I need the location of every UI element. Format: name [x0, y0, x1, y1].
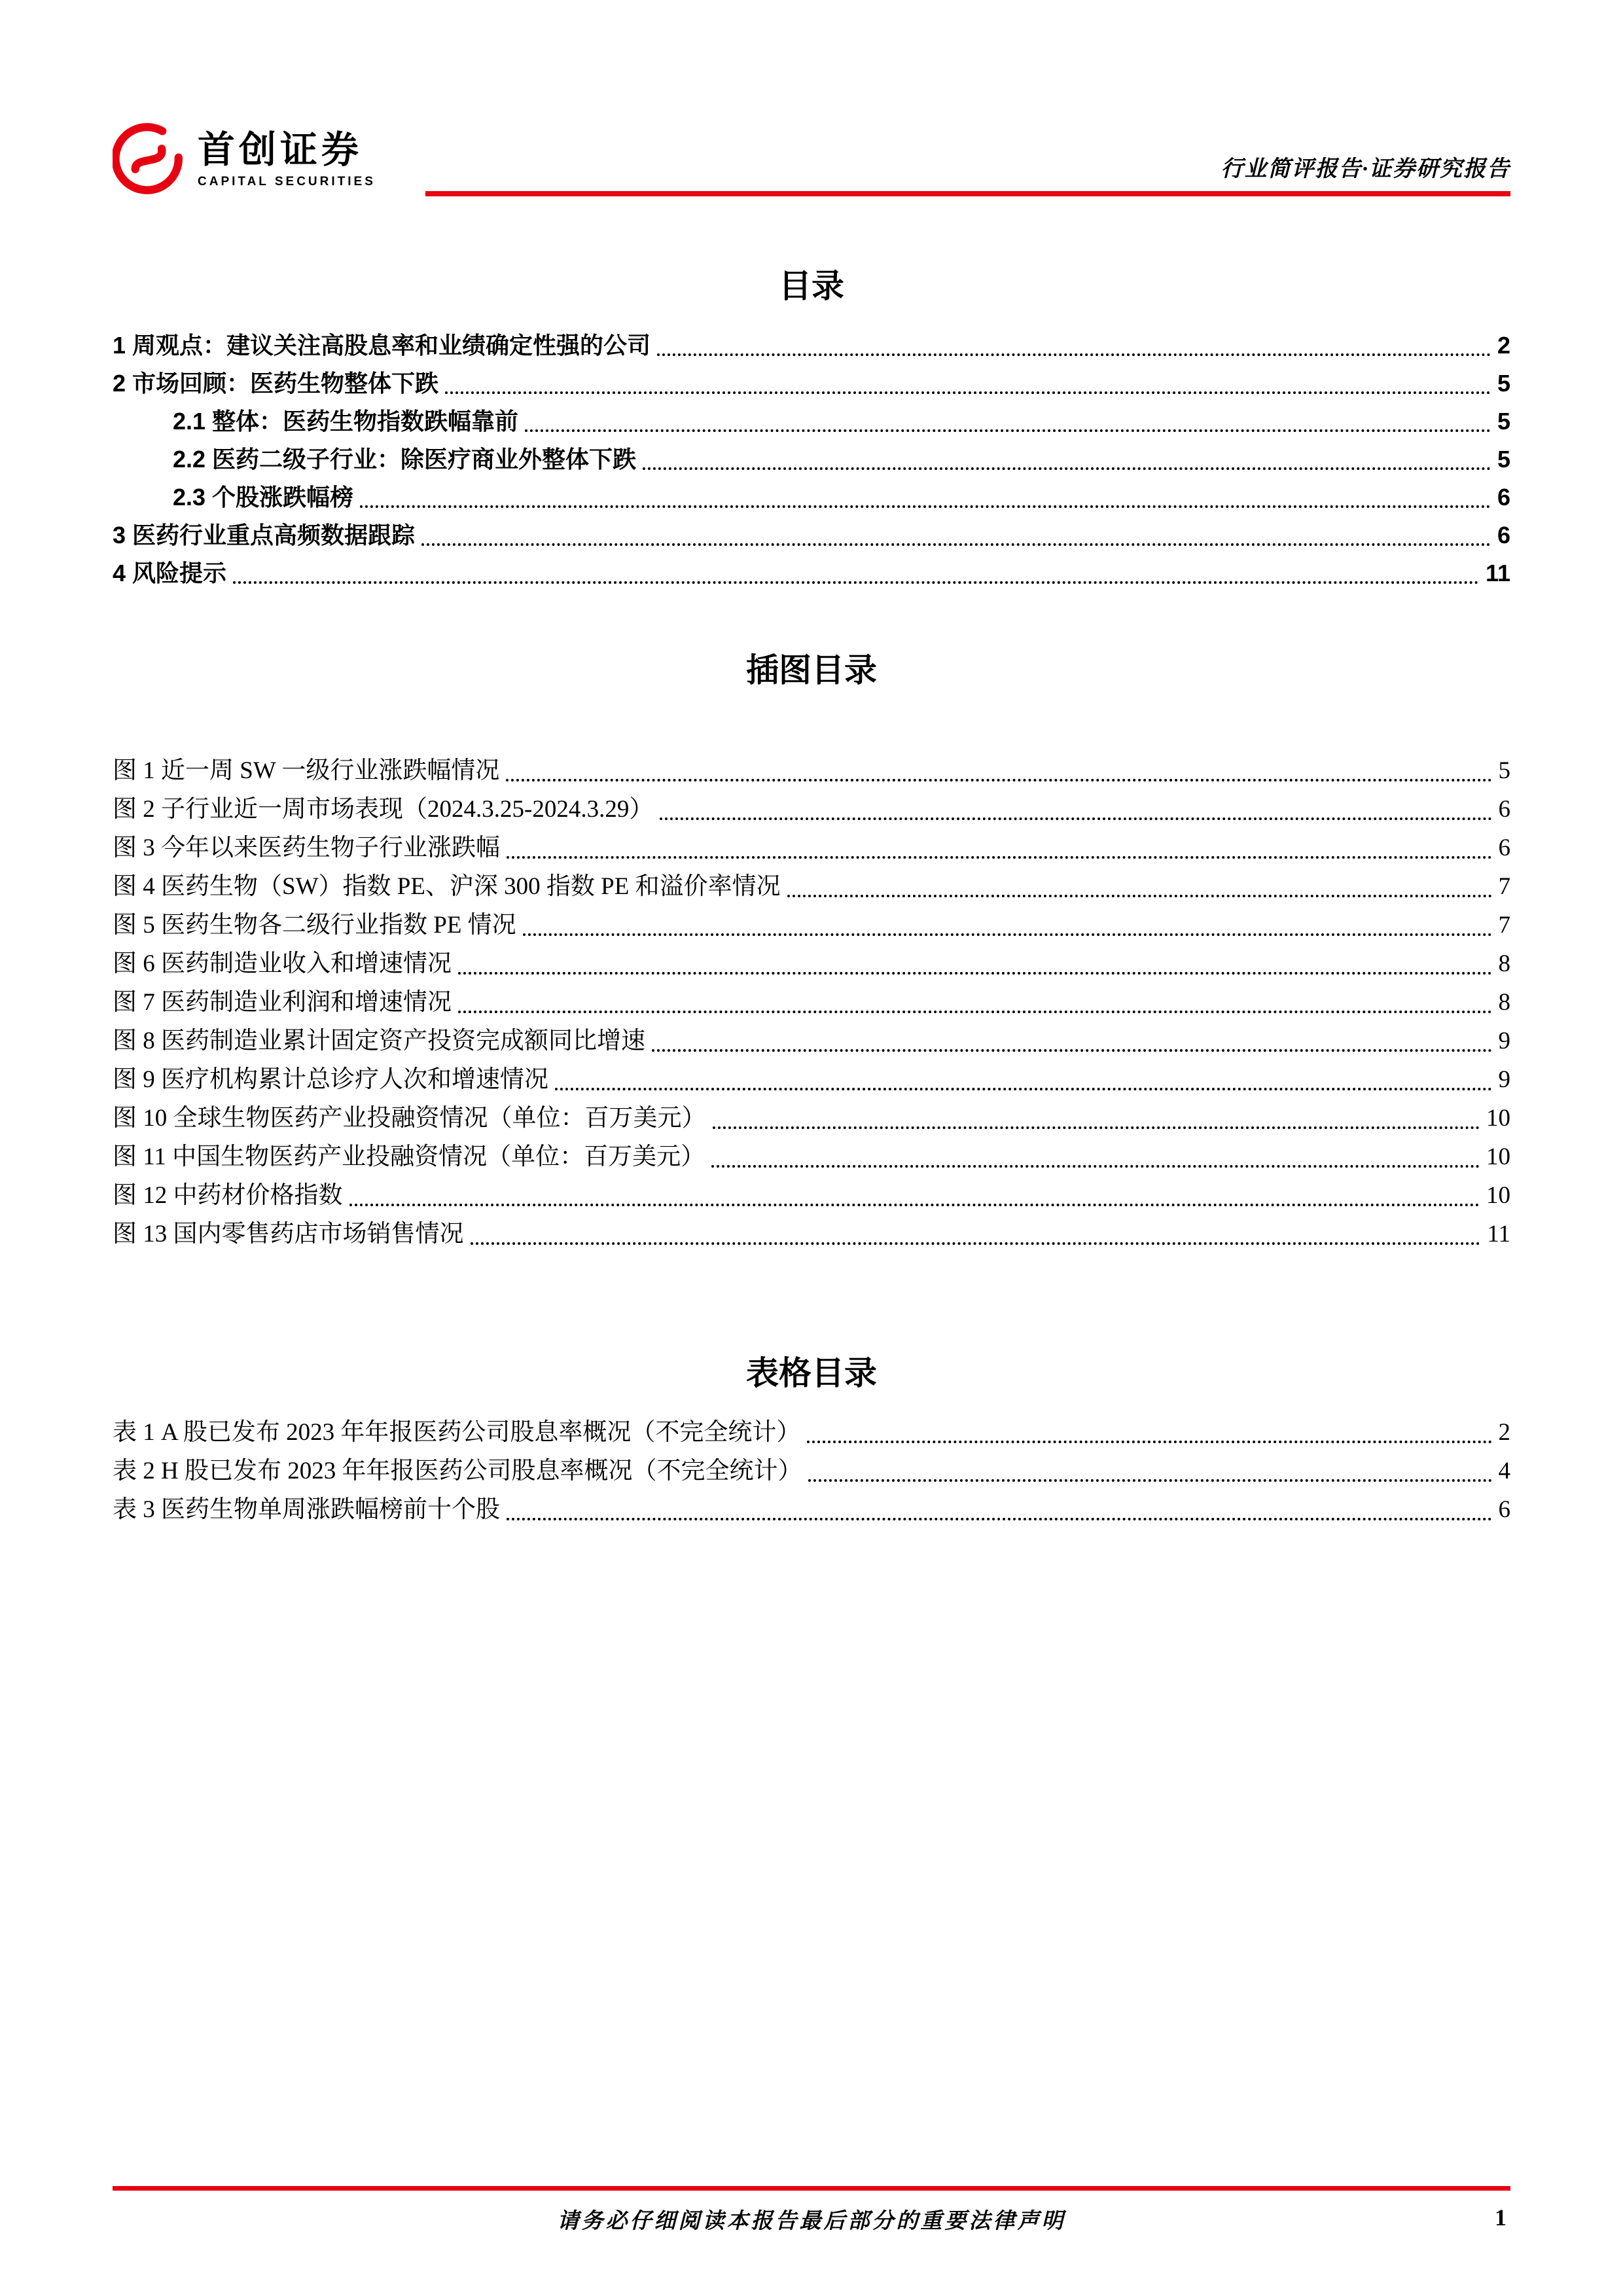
dot-leader: [471, 1242, 1481, 1245]
dot-leader: [523, 933, 1492, 936]
table-item-page: 4: [1498, 1458, 1510, 1484]
footer-disclaimer: 请务必仔细阅读本报告最后部分的重要法律声明: [557, 2210, 1066, 2233]
table-item: [113, 1413, 1510, 1452]
figure-item-label: 图 2 子行业近一周市场表现（2024.3.25-2024.3.29）: [113, 795, 654, 823]
figure-item-page: 7: [1498, 911, 1510, 939]
dot-leader: [349, 1204, 1480, 1206]
figure-item: [113, 829, 1510, 867]
dot-leader: [652, 1049, 1492, 1052]
figure-item: [113, 906, 1510, 944]
dot-leader: [713, 1126, 1480, 1129]
figure-item: [113, 944, 1510, 983]
figure-item-page: 6: [1498, 795, 1510, 823]
toc-title: 目录: [779, 268, 844, 304]
toc-item-page: 6: [1497, 483, 1510, 511]
figure-item: [113, 1022, 1510, 1060]
figure-item-page: 8: [1498, 988, 1510, 1016]
dot-leader: [711, 1165, 1480, 1168]
toc-item: [113, 403, 1510, 440]
toc-item-label: 3 医药行业重点高频数据跟踪: [113, 521, 416, 548]
table-index-section: [113, 1355, 1510, 1530]
dot-leader: [787, 895, 1492, 897]
header-rule: [425, 191, 1510, 196]
table-item-label: 表 1 A 股已发布 2023 年年报医药公司股息率概况（不完全统计）: [113, 1419, 801, 1446]
toc-item-label: 2.3 个股涨跌幅榜: [173, 483, 354, 511]
table-item-label: 表 2 H 股已发布 2023 年年报医药公司股息率概况（不完全统计）: [113, 1458, 802, 1484]
table-item-page: 6: [1498, 1496, 1510, 1523]
toc-list: [113, 327, 1510, 592]
dot-leader: [360, 505, 1491, 508]
table-item-label: 表 3 医药生物单周涨跌幅榜前十个股: [113, 1496, 500, 1523]
figure-item: [113, 983, 1510, 1022]
figure-item-page: 8: [1498, 950, 1510, 977]
toc-item-page: 11: [1485, 559, 1510, 586]
table-item: [113, 1490, 1510, 1529]
dot-leader: [506, 779, 1491, 781]
dot-leader: [808, 1479, 1491, 1482]
dot-leader: [507, 1518, 1492, 1520]
figure-item: [113, 751, 1510, 790]
brand-name-cn: 首创证券: [198, 129, 363, 171]
brand-name-en: CAPITAL SECURITIES: [198, 175, 376, 188]
figure-item-page: 10: [1486, 1143, 1510, 1170]
figure-item-label: 图 12 中药材价格指数: [113, 1181, 343, 1209]
dot-leader: [657, 353, 1491, 356]
toc-item: [113, 478, 1510, 516]
figure-item-label: 图 8 医药制造业累计固定资产投资完成额同比增速: [113, 1027, 645, 1054]
table-item-page: 2: [1498, 1419, 1510, 1446]
figure-item: [113, 1099, 1510, 1138]
dot-leader: [507, 856, 1492, 859]
dot-leader: [458, 972, 1492, 975]
footer-row: [113, 2204, 1510, 2234]
table-item: [113, 1452, 1510, 1490]
dot-leader: [233, 581, 1479, 584]
figure-item-page: 5: [1498, 757, 1510, 784]
toc-item-page: 5: [1497, 407, 1510, 435]
toc-item-label: 2 市场回顾：医药生物整体下跌: [113, 369, 439, 397]
figure-item: [113, 867, 1510, 906]
figure-item-label: 图 13 国内零售药店市场销售情况: [113, 1220, 464, 1247]
figure-item-label: 图 9 医疗机构累计总诊疗人次和增速情况: [113, 1066, 548, 1093]
figure-list: [113, 751, 1510, 1253]
report-type-label: 行业简评报告·证券研究报告: [1221, 157, 1510, 181]
dot-leader: [525, 429, 1491, 432]
toc-item-label: 1 周观点：建议关注高股息率和业绩确定性强的公司: [113, 331, 651, 359]
figure-item: [113, 1060, 1510, 1099]
figure-index-title: 插图目录: [746, 651, 877, 689]
page-footer: [113, 2186, 1510, 2234]
figure-item-page: 10: [1486, 1104, 1510, 1132]
dot-leader: [555, 1088, 1492, 1090]
figure-item: [113, 790, 1510, 829]
toc-item: [113, 365, 1510, 403]
toc-item-page: 6: [1497, 521, 1510, 548]
figure-item-page: 6: [1498, 834, 1510, 861]
figure-item: [113, 1176, 1510, 1215]
toc-section: [113, 268, 1510, 592]
toc-item-page: 5: [1497, 369, 1510, 397]
figure-item: [113, 1215, 1510, 1253]
dot-leader: [643, 467, 1491, 470]
figure-item-page: 11: [1487, 1220, 1510, 1247]
figure-item-page: 9: [1498, 1027, 1510, 1054]
footer-rule: [113, 2186, 1510, 2191]
figure-item-label: 图 1 近一周 SW 一级行业涨跌幅情况: [113, 757, 500, 784]
table-index-title: 表格目录: [746, 1354, 877, 1391]
dot-leader: [421, 543, 1491, 546]
page-header: [113, 123, 1510, 196]
toc-item-label: 2.2 医药二级子行业：除医疗商业外整体下跌: [173, 445, 637, 473]
capital-securities-logo-icon: [113, 123, 186, 196]
figure-index-section: [113, 653, 1510, 1253]
toc-item-label: 2.1 整体：医药生物指数跌幅靠前: [173, 407, 519, 435]
dot-leader: [445, 391, 1491, 394]
brand-logo: [113, 123, 425, 196]
figure-item-page: 10: [1486, 1181, 1510, 1209]
figure-item-page: 9: [1498, 1066, 1510, 1093]
toc-item: [113, 516, 1510, 554]
brand-text: [198, 129, 376, 188]
figure-item-label: 图 5 医药生物各二级行业指数 PE 情况: [113, 911, 516, 939]
toc-item-page: 5: [1497, 445, 1510, 473]
toc-item: [113, 440, 1510, 478]
table-list: [113, 1413, 1510, 1529]
figure-item-label: 图 3 今年以来医药生物子行业涨跌幅: [113, 834, 500, 861]
dot-leader: [660, 817, 1491, 820]
figure-item-label: 图 11 中国生物医药产业投融资情况（单位：百万美元）: [113, 1143, 705, 1170]
dot-leader: [458, 1011, 1492, 1013]
header-right: [425, 151, 1510, 196]
page-number: 1: [1495, 2204, 1507, 2231]
figure-item-page: 7: [1498, 872, 1510, 900]
figure-item: [113, 1138, 1510, 1176]
figure-item-label: 图 10 全球生物医药产业投融资情况（单位：百万美元）: [113, 1104, 706, 1132]
toc-item: [113, 327, 1510, 365]
toc-item: [113, 554, 1510, 592]
figure-item-label: 图 4 医药生物（SW）指数 PE、沪深 300 指数 PE 和溢价率情况: [113, 872, 781, 900]
figure-item-label: 图 6 医药制造业收入和增速情况: [113, 950, 452, 977]
figure-item-label: 图 7 医药制造业利润和增速情况: [113, 988, 452, 1016]
toc-item-page: 2: [1497, 331, 1510, 359]
toc-item-label: 4 风险提示: [113, 559, 227, 586]
dot-leader: [807, 1441, 1491, 1443]
